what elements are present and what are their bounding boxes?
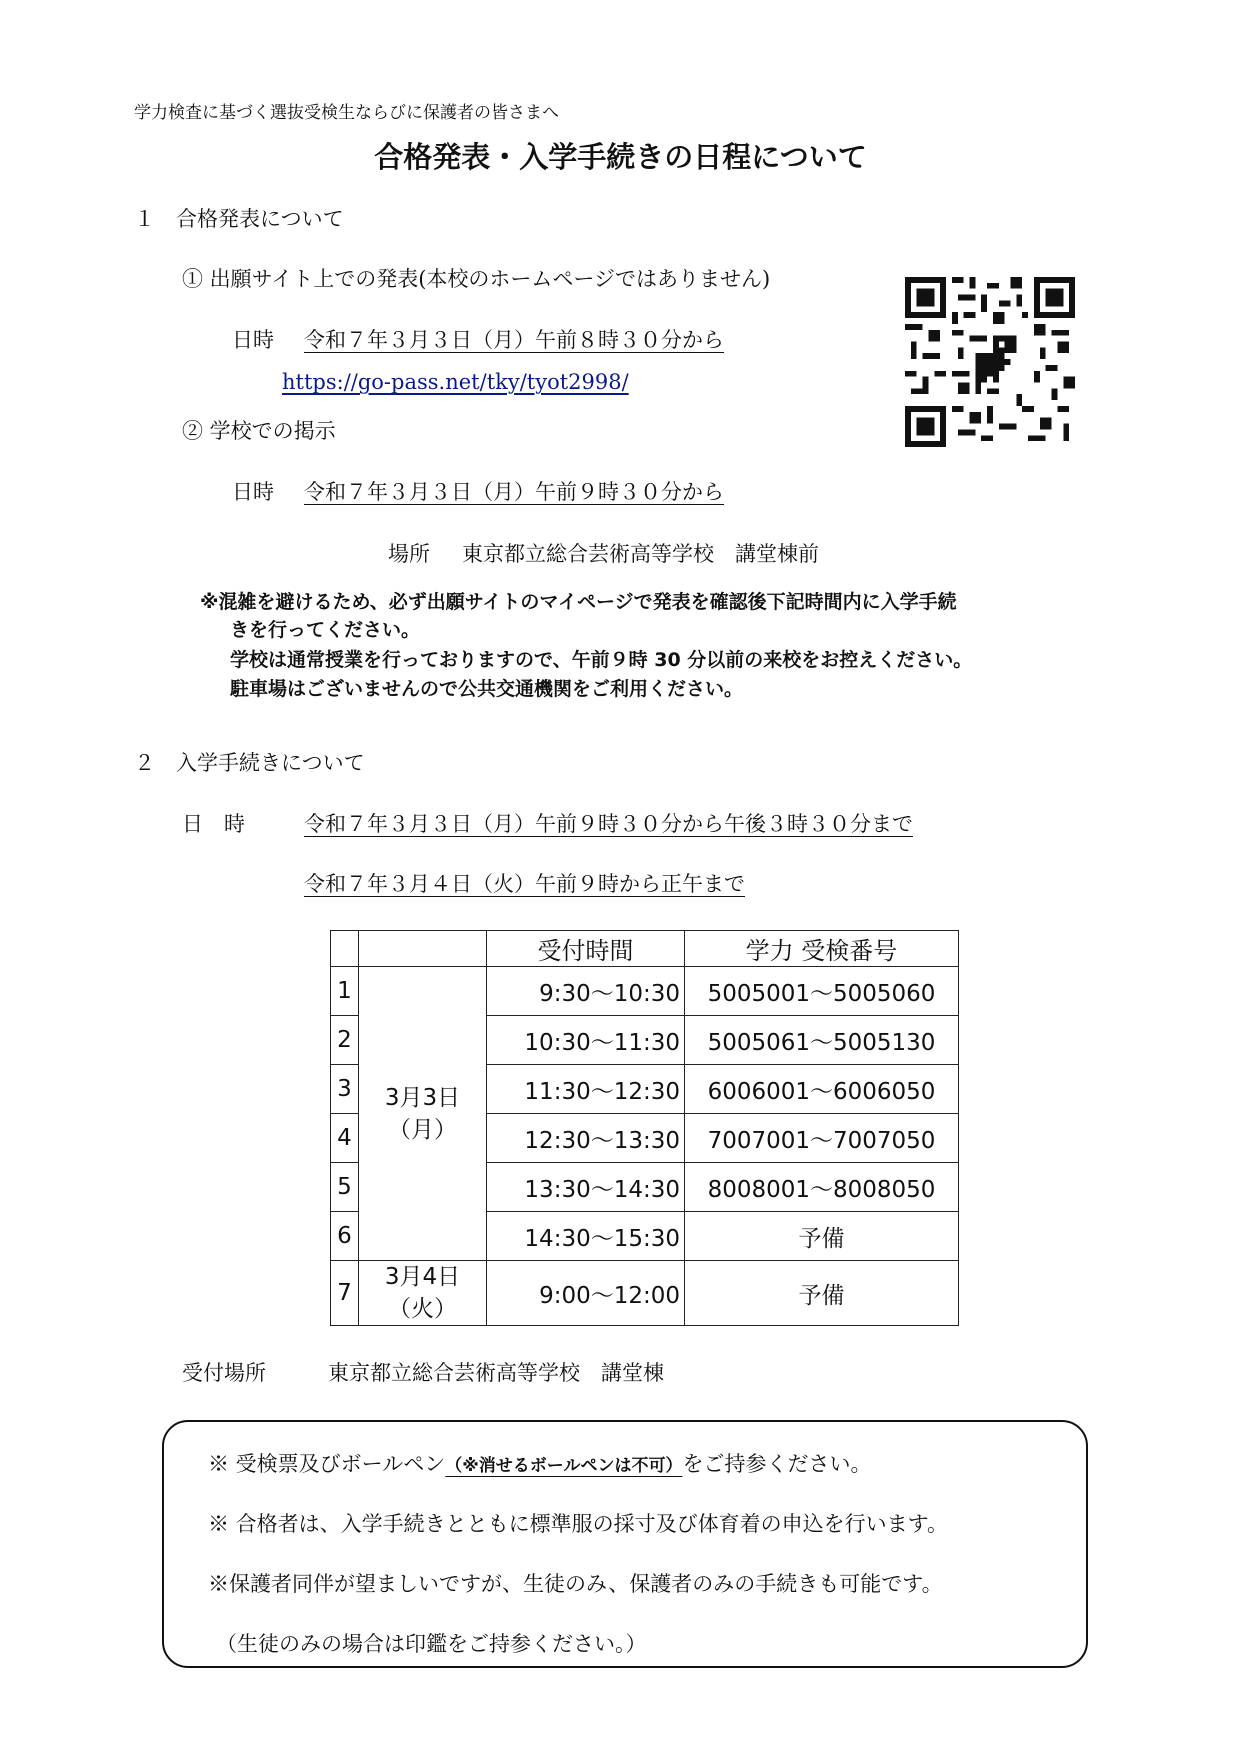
- reception-time: 14:30～15:30: [487, 1212, 685, 1261]
- section1-heading: １ 合格発表について: [134, 207, 344, 231]
- notice-line: 駐車場はございませんので公共交通機関をご利用ください。: [230, 678, 744, 700]
- section1-item1-label: ① 出願サイト上での発表(本校のホームページではありません): [182, 267, 771, 291]
- table-header-row: [331, 931, 959, 967]
- header-exam-number: 学力 受検番号: [685, 931, 959, 967]
- section2-date-line2: 令和７年３月４日（火）午前９時から正午まで: [304, 872, 745, 896]
- reception-place-label: 受付場所: [182, 1361, 266, 1385]
- section2-date-line1: 令和７年３月３日（月）午前９時３０分から午後３時３０分まで: [304, 812, 913, 836]
- header-date: [359, 931, 487, 967]
- header-reception-time: 受付時間: [487, 931, 685, 967]
- exam-number-range: 8008001～8008050: [685, 1163, 959, 1212]
- result-site-link[interactable]: https://go-pass.net/tky/tyot2998/: [282, 370, 629, 394]
- header-no: [331, 931, 359, 967]
- row-number: 2: [331, 1016, 359, 1065]
- reception-schedule-table: [330, 930, 959, 1326]
- section1-item2-label: ② 学校での掲示: [182, 419, 336, 443]
- notice-line: ※混雑を避けるため、必ず出願サイトのマイページで発表を確認後下記時間内に入学手続: [200, 591, 957, 613]
- reception-time: 11:30～12:30: [487, 1065, 685, 1114]
- table-row: [331, 1261, 959, 1326]
- notes-line1-pre: ※ 受検票及びボールペン: [208, 1452, 446, 1476]
- reception-time: 9:30～10:30: [487, 967, 685, 1016]
- section2-date-label: 日 時: [182, 812, 245, 836]
- exam-number-range: 予備: [685, 1212, 959, 1261]
- date-text: 3月3日: [384, 1084, 461, 1111]
- date-text: 3月4日: [384, 1264, 461, 1290]
- notes-line2: ※ 合格者は、入学手続きとともに標準服の採寸及び体育着の申込を行います。: [208, 1512, 948, 1536]
- item2-place-value: 東京都立総合芸術高等学校 講堂棟前: [462, 542, 819, 566]
- row-number: 3: [331, 1065, 359, 1114]
- exam-number-range: 予備: [685, 1261, 959, 1326]
- row-number: 4: [331, 1114, 359, 1163]
- weekday-text: （火）: [388, 1296, 457, 1322]
- exam-number-range: 7007001～7007050: [685, 1114, 959, 1163]
- row-number: 6: [331, 1212, 359, 1261]
- item1-date-label: 日時: [232, 328, 274, 352]
- notes-line3: ※保護者同伴が望ましいですが、生徒のみ、保護者のみの手続きも可能です。: [208, 1572, 943, 1596]
- row-number: 5: [331, 1163, 359, 1212]
- weekday-text: （月）: [388, 1116, 457, 1143]
- notes-line1: [208, 1448, 871, 1478]
- reception-time: 13:30～14:30: [487, 1163, 685, 1212]
- notes-line4: （生徒のみの場合は印鑑をご持参ください。）: [216, 1632, 647, 1656]
- reception-time: 12:30～13:30: [487, 1114, 685, 1163]
- exam-number-range: 5005061～5005130: [685, 1016, 959, 1065]
- exam-number-range: 5005001～5005060: [685, 967, 959, 1016]
- exam-number-range: 6006001～6006050: [685, 1065, 959, 1114]
- reception-time: 10:30～11:30: [487, 1016, 685, 1065]
- row-number: 1: [331, 967, 359, 1016]
- notes-line1-post: をご持参ください。: [682, 1452, 872, 1476]
- date-cell-march3: [359, 967, 487, 1261]
- notice-line: 学校は通常授業を行っておりますので、午前９時 30 分以前の来校をお控えください。: [230, 649, 973, 671]
- page-title: 合格発表・入学手続きの日程について: [374, 140, 867, 174]
- qr-code-icon[interactable]: [905, 277, 1075, 447]
- row-number: 7: [331, 1261, 359, 1326]
- date-cell-march4: [359, 1261, 487, 1326]
- notice-line: きを行ってください。: [230, 619, 421, 641]
- item2-place-label: 場所: [388, 542, 430, 566]
- item2-date-value: 令和７年３月３日（月）午前９時３０分から: [304, 480, 724, 504]
- item1-date-value: 令和７年３月３日（月）午前８時３０分から: [304, 328, 724, 352]
- notes-line1-bold: （※消せるボールペンは不可）: [445, 1456, 683, 1476]
- item2-date-label: 日時: [232, 480, 274, 504]
- section2-heading: ２ 入学手続きについて: [134, 751, 365, 775]
- table-row: [331, 967, 959, 1016]
- reception-place-value: 東京都立総合芸術高等学校 講堂棟: [328, 1361, 664, 1385]
- addressee: 学力検査に基づく選抜受検生ならびに保護者の皆さまへ: [134, 103, 559, 123]
- reception-time: 9:00～12:00: [487, 1261, 685, 1326]
